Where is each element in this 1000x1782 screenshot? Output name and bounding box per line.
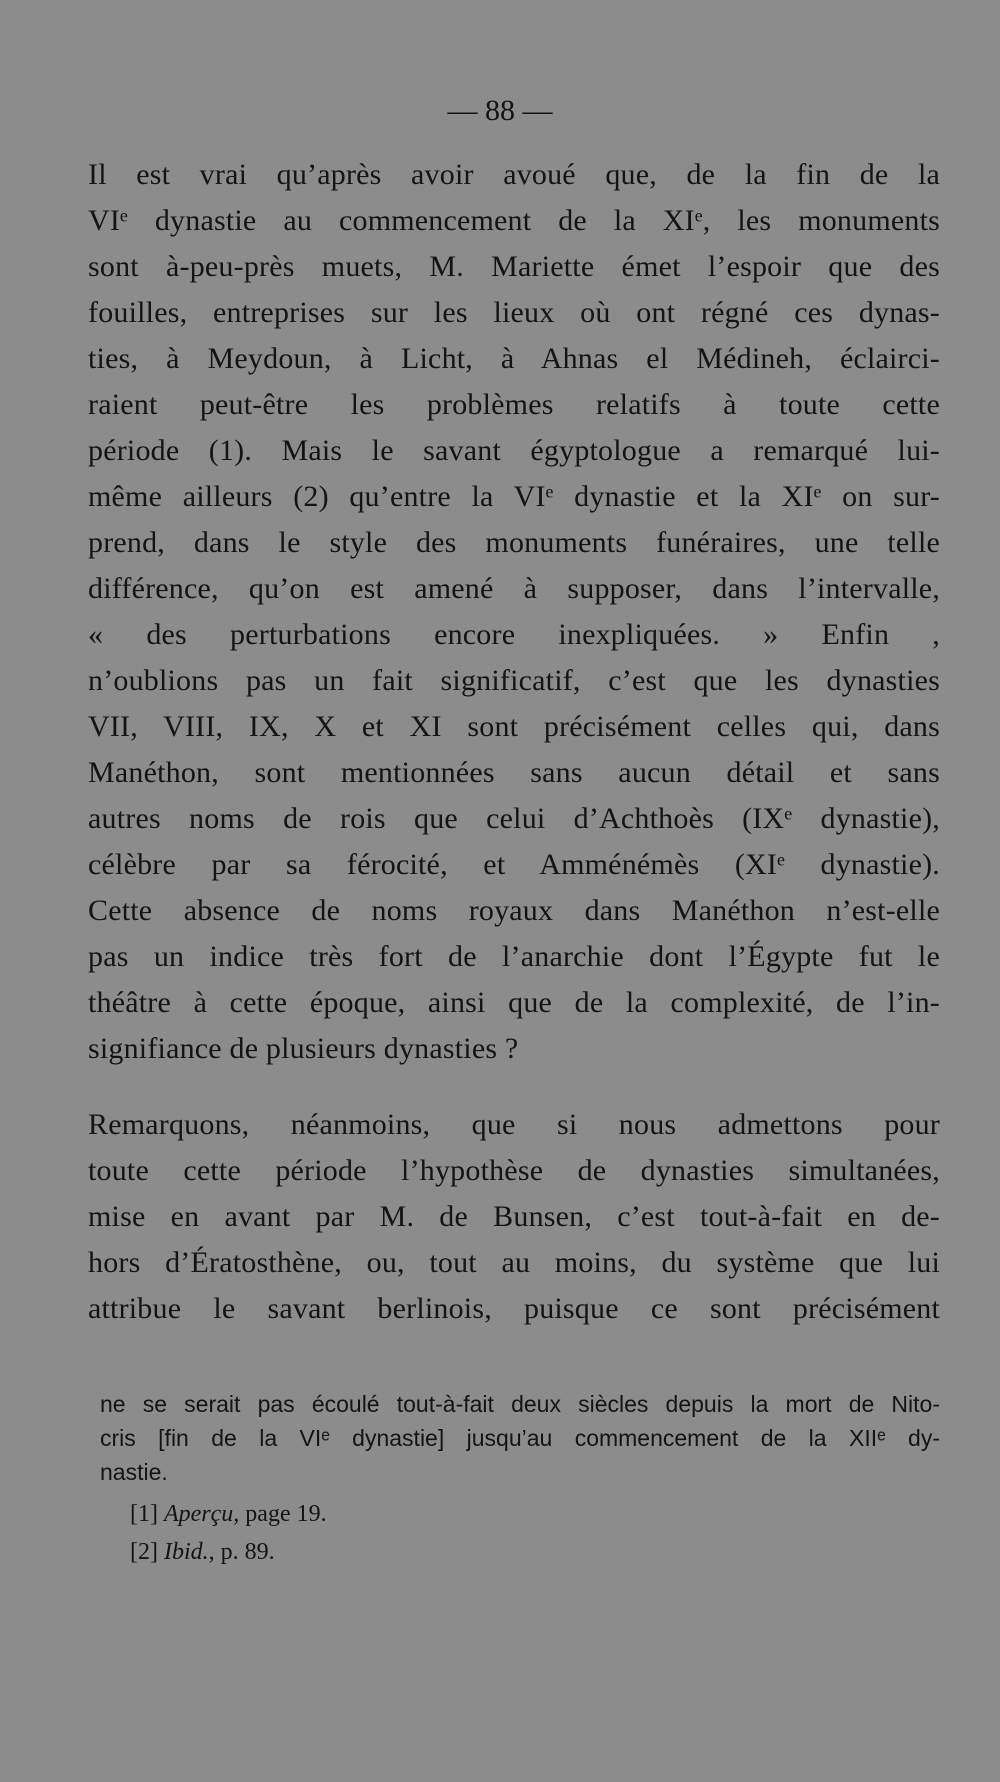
text-line: fouilles, entreprises sur les lieux où ont régné ces dynas-	[88, 296, 940, 329]
text-line: « des perturbations encore inexpliquées. » Enfin ,	[88, 618, 940, 651]
text-line: VII, VIII, IX, X et XI sont précisément celles qui, dans	[88, 710, 940, 743]
text-line: ties, à Meydoun, à Licht, à Ahnas el Médineh, éclairci-	[88, 342, 940, 375]
text-line: VIᵉ dynastie au commencement de la XIᵉ, les monuments	[88, 204, 940, 237]
text-line: attribue le savant berlinois, puisque ce sont précisément	[88, 1292, 940, 1325]
page-number: — 88 —	[447, 94, 553, 127]
footnote-continuation-line: ne se serait pas écoulé tout-à-fait deux siècles depuis la mort de Nito-	[100, 1391, 940, 1417]
text-line: Il est vrai qu’après avoir avoué que, de la fin de la	[88, 158, 940, 191]
text-line: différence, qu’on est amené à supposer, dans l’intervalle,	[88, 572, 940, 605]
footnote-title: Aperçu,	[163, 1501, 240, 1527]
text-line: Cette absence de noms royaux dans Manéthon n’est-elle	[88, 894, 940, 927]
text-line: Remarquons, néanmoins, que si nous admettons pour	[88, 1108, 940, 1141]
text-line: hors d’Ératosthène, ou, tout au moins, du système que lui	[88, 1246, 940, 1279]
text-line: même ailleurs (2) qu’entre la VIᵉ dynastie et la XIᵉ on sur-	[88, 480, 940, 513]
footnote-continuation-line: nastie.	[100, 1459, 168, 1485]
footnote-reference: page 19.	[245, 1501, 327, 1527]
text-line: période (1). Mais le savant égyptologue a remarqué lui-	[88, 434, 940, 467]
footnote-1	[130, 1495, 940, 1533]
text-line: mise en avant par M. de Bunsen, c’est tout-à-fait en de-	[88, 1200, 940, 1233]
text-line: raient peut-être les problèmes relatifs à toute cette	[88, 388, 940, 421]
text-line: Manéthon, sont mentionnées sans aucun détail et sans	[88, 756, 940, 789]
text-line: n’oublions pas un fait significatif, c’est que les dynasties	[88, 664, 940, 697]
text-line: toute cette période l’hypothèse de dynasties simultanées,	[88, 1154, 940, 1187]
footnote-continuation-line: cris [fin de la VIᵉ dynastie] jusqu’au commencement de la XIIᵉ dy-	[100, 1425, 940, 1451]
text-line: pas un indice très fort de l’anarchie dont l’Égypte fut le	[88, 940, 940, 973]
footnote-2	[130, 1533, 940, 1571]
text-line: théâtre à cette époque, ainsi que de la complexité, de l’in-	[88, 986, 940, 1019]
footnote-mark: [1]	[130, 1501, 158, 1527]
footnotes	[100, 1387, 940, 1571]
text-line: prend, dans le style des monuments funéraires, une telle	[88, 526, 940, 559]
paragraph-2	[88, 1102, 940, 1332]
text-line: autres noms de rois que celui d’Achthoès (IXᵉ dynastie),	[88, 802, 940, 835]
footnote-reference: p. 89.	[220, 1539, 275, 1565]
paragraph-1	[88, 152, 940, 1072]
text-line: célèbre par sa férocité, et Amménémès (XIᵉ dynastie).	[88, 848, 940, 881]
footnote-title: Ibid.,	[163, 1539, 215, 1565]
text-line: sont à-peu-près muets, M. Mariette émet l’espoir que des	[88, 250, 940, 283]
footnote-mark: [2]	[130, 1539, 158, 1565]
text-line: signifiance de plusieurs dynasties ?	[88, 1032, 519, 1065]
